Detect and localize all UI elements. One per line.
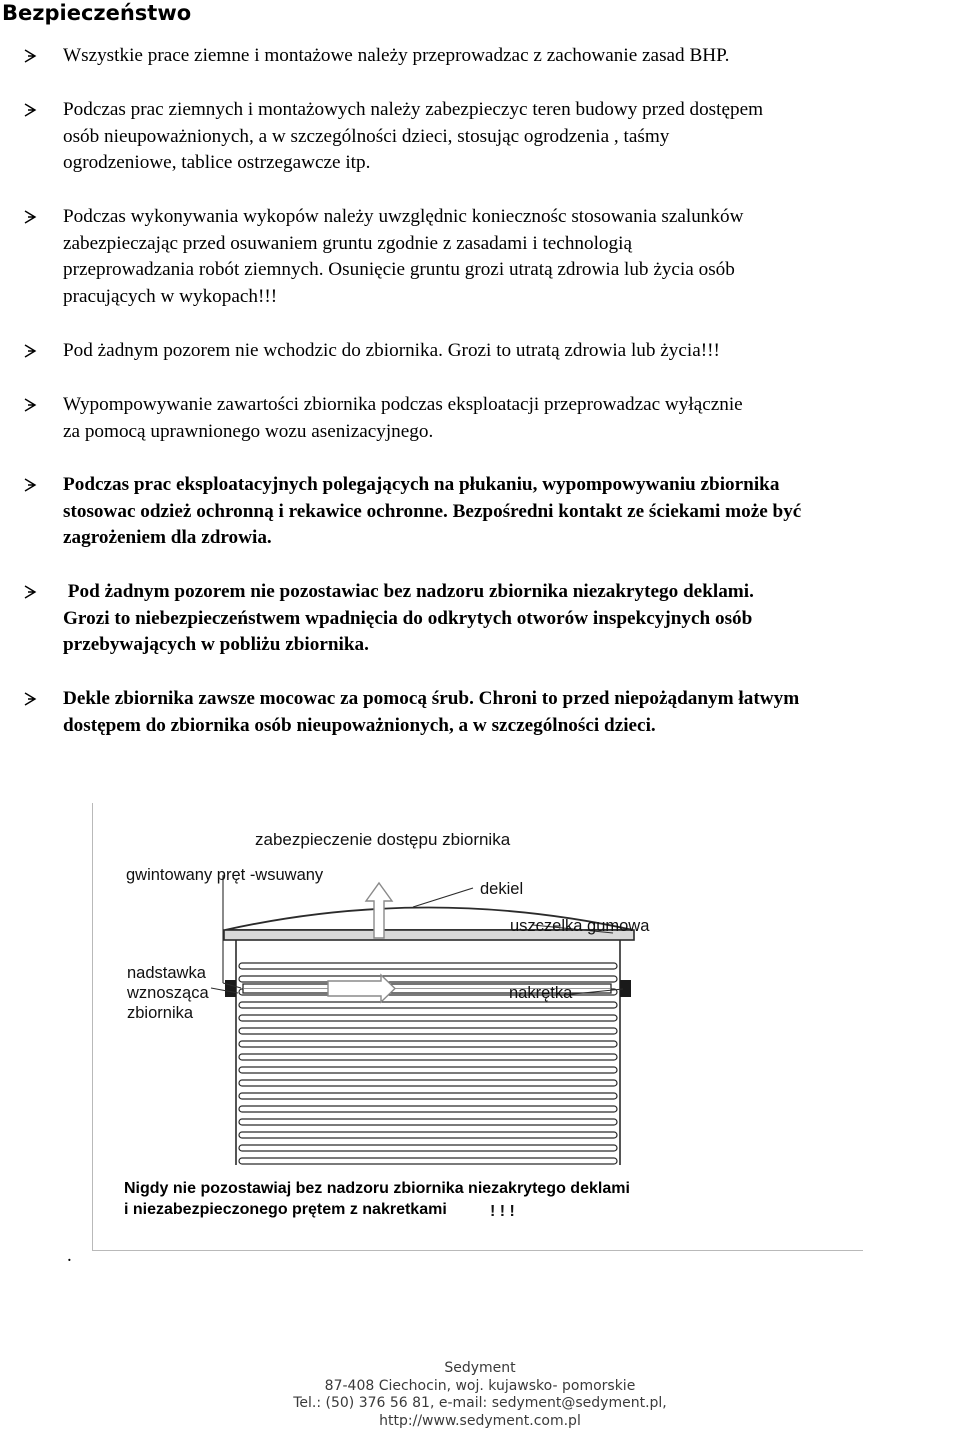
text-line: osób nieupoważnionych, a w szczególności dzieci, stosując ogrodzenia , taśmy [63, 124, 959, 151]
text-line: Dekle zbiornika zawsze mocowac za pomocą śrub. Chroni to przed niepożądanym łatwym [63, 686, 959, 713]
safety-rule-text [63, 204, 959, 311]
text-line: Pod żadnym pozorem nie wchodzic do zbiornika. Grozi to utratą zdrowia lub życia!!! [63, 338, 959, 365]
text-line: Pod żadnym pozorem nie pozostawiac bez nadzoru zbiornika niezakrytego deklami. [63, 579, 959, 606]
text-line: dostępem do zbiornika osób nieupoważnionych, a w szczególności dzieci. [63, 713, 959, 740]
text-line: Podczas prac ziemnych i montażowych należy zabezpieczyc teren budowy przed dostępem [63, 97, 959, 124]
text-line: ogrodzeniowe, tablice ostrzegawcze itp. [63, 150, 959, 177]
safety-rule-text [63, 472, 959, 552]
diagram-warning [124, 1178, 744, 1220]
text-line: Podczas wykonywania wykopów należy uwzględnic koniecznośc stosowania szalunków [63, 204, 959, 231]
footer-website: http://www.sedyment.com.pl [0, 1413, 960, 1430]
label-riser-line1: nadstawka [127, 963, 206, 983]
arrowhead-bullet-icon [22, 686, 42, 712]
tank-access-diagram [92, 803, 863, 1251]
arrowhead-bullet-icon [22, 472, 42, 498]
text-line: Wszystkie prace ziemne i montażowe należy przeprowadzac z zachowanie zasad BHP. [63, 43, 959, 70]
label-riser-line2: wznosząca [127, 983, 209, 1003]
arrowhead-bullet-icon [22, 579, 42, 605]
warning-line-2: i niezabezpieczonego prętem z nakretkami [124, 1199, 744, 1220]
nut-left [225, 980, 236, 997]
safety-rule-text [63, 43, 959, 70]
text-line: stosowac odzież ochronną i rekawice ochronne. Bezpośredni kontakt ze ściekami może być [63, 499, 959, 526]
label-cover: dekiel [480, 879, 523, 899]
text-line: Grozi to niebezpieczeństwem wpadnięcia do odkrytych otworów inspekcyjnych osób [63, 606, 959, 633]
page-heading: Bezpieczeństwo [2, 0, 191, 26]
arrowhead-bullet-icon [22, 43, 42, 69]
text-line: pracujących w wykopach!!! [63, 284, 959, 311]
arrowhead-bullet-icon [22, 97, 42, 123]
text-line: przebywających w pobliżu zbiornika. [63, 632, 959, 659]
safety-rule-text [63, 392, 959, 445]
safety-rule-text [63, 97, 959, 177]
arrowhead-bullet-icon [22, 204, 42, 230]
text-line: zagrożeniem dla zdrowia. [63, 525, 959, 552]
footer-contact: Tel.: (50) 376 56 81, e-mail: sedyment@sedyment.pl, [0, 1395, 960, 1413]
text-line: za pomocą uprawnionego wozu asenizacyjnego. [63, 419, 959, 446]
arrowhead-bullet-icon [22, 392, 42, 418]
label-gasket: uszczelka gumowa [510, 916, 649, 936]
page-footer [0, 1360, 960, 1430]
label-riser-line3: zbiornika [127, 1003, 193, 1023]
arrowhead-bullet-icon [22, 338, 42, 364]
text-line: Podczas prac eksploatacyjnych polegających na płukaniu, wypompowywaniu zbiornika [63, 472, 959, 499]
text-line: przeprowadzania robót ziemnych. Osunięcie gruntu grozi utratą zdrowia lub życia osób [63, 257, 959, 284]
diagram-title: zabezpieczenie dostępu zbiornika [255, 830, 510, 850]
text-line: Wypompowywanie zawartości zbiornika podczas eksploatacji przeprowadzac wyłącznie [63, 392, 959, 419]
text-line: zabezpieczając przed osuwaniem gruntu zgodnie z zasadami i technologią [63, 231, 959, 258]
warning-line-1: Nigdy nie pozostawiaj bez nadzoru zbiornika niezakrytego deklami [124, 1178, 744, 1199]
nut-right [620, 980, 631, 997]
safety-rule-text [63, 338, 959, 365]
footer-address: 87-408 Ciechocin, woj. kujawsko- pomorskie [0, 1378, 960, 1396]
stray-period: . [67, 1245, 72, 1267]
footer-company: Sedyment [0, 1360, 960, 1378]
label-threaded-rod: gwintowany pręt -wsuwany [126, 865, 323, 885]
label-nut: nakrętka [509, 983, 572, 1003]
leader-cover [413, 888, 473, 907]
safety-rule-text [63, 686, 959, 739]
warning-marks: ! ! ! [490, 1203, 515, 1220]
safety-rule-text [63, 579, 959, 659]
